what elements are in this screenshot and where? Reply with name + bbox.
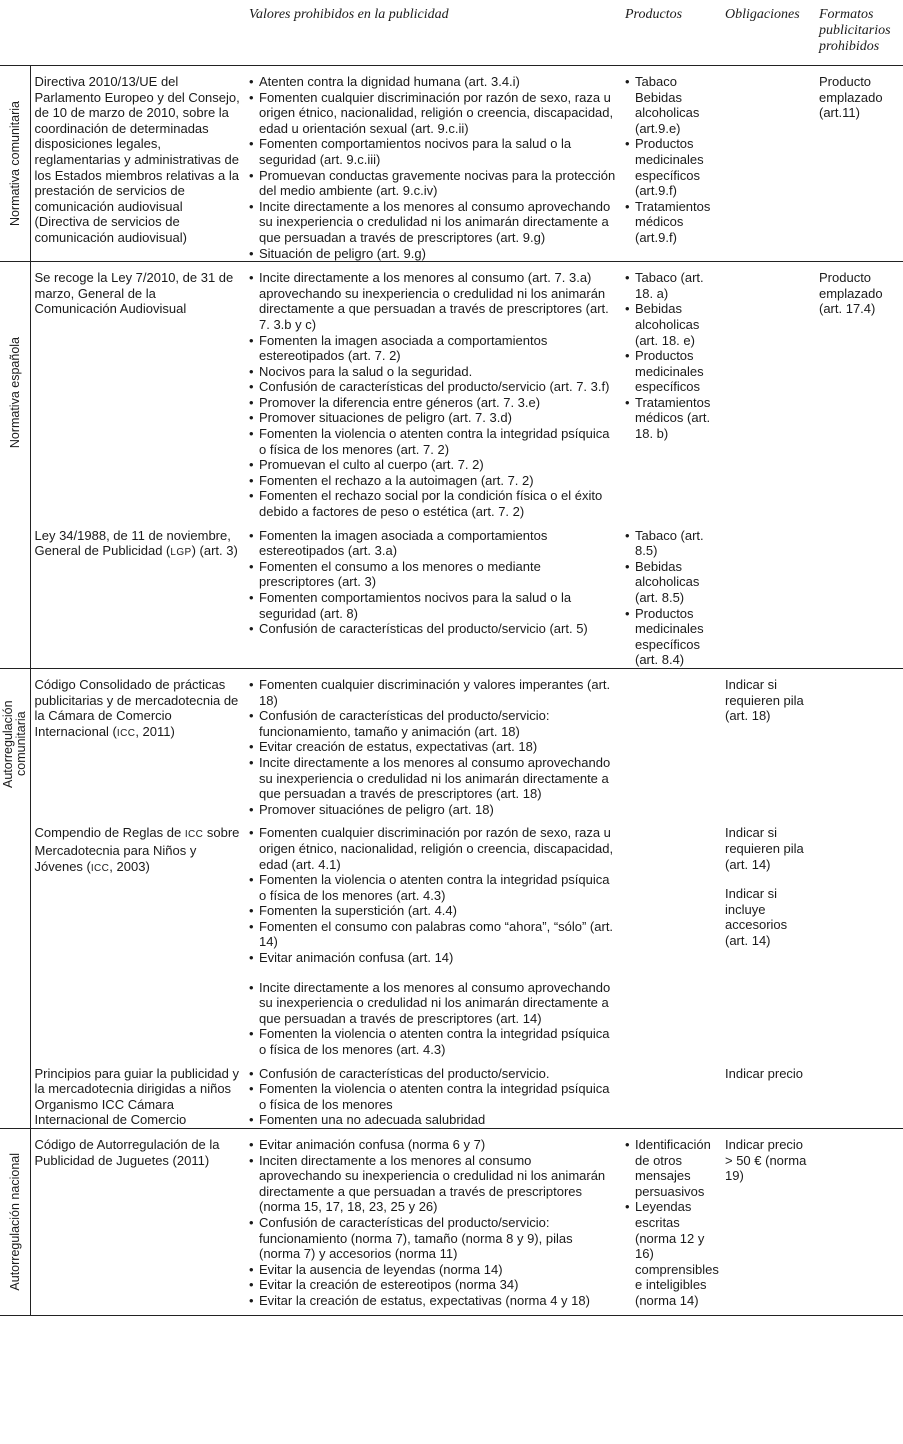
list-item: • Evitar la creación de estatus, expectativas (norma 4 y 18) bbox=[249, 1293, 617, 1309]
formats-cell bbox=[815, 817, 903, 1057]
products-cell bbox=[621, 520, 721, 669]
list-item: • Incite directamente a los menores al consumo aprovechando su inexperiencia o credulidad ni los animarán directamente a que persuadan a través de prescriptores (art. 9.g) bbox=[249, 199, 617, 246]
table-row bbox=[0, 262, 903, 520]
list-item: • Evitar animación confusa (art. 14) bbox=[249, 950, 617, 966]
list-item: • Leyendas escritas (norma 12 y 16) comprensibles e inteligibles (norma 14) bbox=[625, 1199, 717, 1308]
obligations-cell: Indicar precio > 50 € (norma 19) bbox=[721, 1129, 815, 1316]
list-item: • Evitar animación confusa (norma 6 y 7) bbox=[249, 1137, 617, 1153]
obligations-cell: Indicar precio bbox=[725, 1065, 804, 1081]
list-item: • Confusión de características del producto/servicio: funcionamiento, tamaño y animación (art. 18) bbox=[249, 708, 617, 739]
list-item: • Fomenten la violencia o atenten contra la integridad psíquica o física de los menores (art. 4.3) bbox=[249, 1026, 617, 1057]
products-cell bbox=[621, 1058, 721, 1129]
list-item: • Tratamientos médicos (art. 18. b) bbox=[625, 395, 717, 442]
values-cell bbox=[245, 262, 621, 520]
section-label-espanola: Normativa española bbox=[0, 262, 30, 669]
table-row bbox=[0, 66, 903, 262]
list-item: • Situación de peligro (art. 9.g) bbox=[249, 246, 617, 262]
section-label-autoreg-comunitaria: Autorregulación comunitaria bbox=[0, 668, 30, 1128]
formats-cell: Producto emplazado (art. 17.4) bbox=[815, 262, 903, 520]
section-label-autoreg-nacional: Autorregulación nacional bbox=[0, 1129, 30, 1316]
list-item: • Fomenten comportamientos nocivos para la salud o la seguridad (art. 8) bbox=[249, 590, 617, 621]
list-item: • Confusión de características del producto/servicio: funcionamiento (norma 7), tamaño (norma 8 y 9), pilas (norma 7) y accesorios (norma 11) bbox=[249, 1215, 617, 1262]
products-cell bbox=[621, 668, 721, 817]
formats-cell: Producto emplazado (art.11) bbox=[815, 66, 903, 262]
list-item: • Incite directamente a los menores al consumo (art. 7. 3.a) aprovechando su inexperiencia o credulidad ni los animarán directamente a que persuadan a través de prescriptores (art. 7. 3.b y c) bbox=[249, 270, 617, 332]
list-item: • Fomenten la imagen asociada a comportamientos estereotipados (art. 7. 2) bbox=[249, 333, 617, 364]
formats-cell bbox=[815, 1129, 903, 1316]
list-item: • Confusión de características del producto/servicio. bbox=[249, 1066, 617, 1082]
list-item: • Promover situaciónes de peligro (art. 18) bbox=[249, 802, 617, 818]
obligations-cell bbox=[721, 66, 815, 262]
list-item: • Fomenten una no adecuada salubridad bbox=[249, 1112, 617, 1128]
obligations-cell bbox=[721, 262, 815, 520]
list-item: • Fomenten el consumo a los menores o mediante prescriptores (art. 3) bbox=[249, 559, 617, 590]
list-item: • Tabaco (art. 18. a) bbox=[625, 270, 717, 301]
formats-cell bbox=[815, 668, 903, 817]
list-item: • Fomenten cualquier discriminación y valores imperantes (art. 18) bbox=[249, 677, 617, 708]
list-item: • Evitar la ausencia de leyendas (norma 14) bbox=[249, 1262, 617, 1278]
list-item: • Nocivos para la salud o la seguridad. bbox=[249, 364, 617, 380]
list-item: • Fomenten el rechazo a la autoimagen (art. 7. 2) bbox=[249, 473, 617, 489]
values-cell bbox=[245, 520, 621, 669]
norm-cell: Código de Autorregulación de la Publicidad de Juguetes (2011) bbox=[30, 1129, 245, 1316]
list-item: • Productos medicinales específicos (art. 8.4) bbox=[625, 606, 717, 668]
list-item: • Evitar la creación de estereotipos (norma 34) bbox=[249, 1277, 617, 1293]
list-item: • Confusión de características del producto/servicio (art. 5) bbox=[249, 621, 617, 637]
list-item: • Fomenten la imagen asociada a comportamientos estereotipados (art. 3.a) bbox=[249, 528, 617, 559]
header-formats: Formatos publicitarios prohibidos bbox=[815, 0, 903, 66]
header-row bbox=[0, 0, 903, 66]
table-row bbox=[0, 817, 903, 1057]
list-item: • Tabaco Bebidas alcoholicas (art.9.e) bbox=[625, 74, 717, 136]
list-item: • Incite directamente a los menores al consumo aprovechando su inexperiencia o credulidad ni los animarán directamente a que persuadan a través de prescriptores (art. 18) bbox=[249, 755, 617, 802]
header-obligations: Obligaciones bbox=[721, 0, 815, 66]
list-item: • Productos medicinales específicos (art.9.f) bbox=[625, 136, 717, 198]
list-item: • Incite directamente a los menores al consumo aprovechando su inexperiencia o credulidad ni los animarán directamente a que persuadan a través de prescriptores (art. 14) bbox=[249, 980, 617, 1027]
table-row bbox=[0, 668, 903, 817]
norm-cell: Compendio de Reglas de ICC sobre Mercadotecnia para Niños y Jóvenes (ICC, 2003) bbox=[34, 825, 240, 874]
list-item: • Promover situaciones de peligro (art. 7. 3.d) bbox=[249, 410, 617, 426]
formats-cell bbox=[815, 520, 903, 669]
list-item: • Identificación de otros mensajes persuasivos bbox=[625, 1137, 717, 1199]
list-item: • Tratamientos médicos (art.9.f) bbox=[625, 199, 717, 246]
section-label-comunitaria: Normativa comunitaria bbox=[0, 66, 30, 262]
list-item: • Bebidas alcoholicas (art. 18. e) bbox=[625, 301, 717, 348]
list-item: • Promuevan conductas gravemente nocivas para la protección del medio ambiente (art. 9.c.iv) bbox=[249, 168, 617, 199]
values-cell bbox=[245, 668, 621, 817]
list-item: • Fomenten cualquier discriminación por razón de sexo, raza u origen étnico, nacionalidad, religión o creencia, discapacidad, edad (art. 4.1) bbox=[249, 825, 617, 872]
values-cell bbox=[245, 1129, 621, 1316]
header-section bbox=[0, 0, 30, 66]
values-cell bbox=[245, 1058, 621, 1129]
list-item: • Fomenten comportamientos nocivos para la salud o la seguridad (art. 9.c.iii) bbox=[249, 136, 617, 167]
list-item: • Fomenten la superstición (art. 4.4) bbox=[249, 903, 617, 919]
norm-cell: Código Consolidado de prácticas publicitarias y de mercadotecnia de la Cámara de Comercio Internacional (ICC, 2011) bbox=[30, 668, 245, 817]
list-item: • Bebidas alcoholicas (art. 8.5) bbox=[625, 559, 717, 606]
list-item: • Inciten directamente a los menores al consumo aprovechando su inexperiencia o credulidad ni los animarán directamente a que persuadan a través de prescriptores (norma 15, 17, 18, 23, 25 y 26) bbox=[249, 1153, 617, 1215]
obligations-cell: Indicar si requieren pila (art. 18) bbox=[721, 668, 815, 817]
list-item: • Fomenten el rechazo social por la condición física o el éxito debido a factores de peso o estética (art. 7. 2) bbox=[249, 488, 617, 519]
list-item: • Evitar creación de estatus, expectativas (art. 18) bbox=[249, 739, 617, 755]
values-cell bbox=[245, 817, 621, 1057]
products-cell bbox=[621, 817, 721, 1057]
header-norm bbox=[30, 0, 245, 66]
products-cell bbox=[621, 262, 721, 520]
table-row bbox=[0, 1058, 903, 1129]
norm-cell: Principios para guiar la publicidad y la mercadotecnia dirigidas a niños Organismo ICC Cámara Internacional de Comercio bbox=[34, 1065, 240, 1128]
products-cell bbox=[621, 66, 721, 262]
list-item: • Atenten contra la dignidad humana (art. 3.4.i) bbox=[249, 74, 617, 90]
formats-cell bbox=[815, 1058, 903, 1129]
obligations-cell: Indicar si requieren pila (art. 14) Indicar si incluye accesorios (art. 14) bbox=[725, 825, 804, 948]
products-cell bbox=[621, 1129, 721, 1316]
norm-cell: Se recoge la Ley 7/2010, de 31 de marzo, General de la Comunicación Audiovisual bbox=[30, 262, 245, 520]
norm-cell: Ley 34/1988, de 11 de noviembre, General de Publicidad (LGP) (art. 3) bbox=[34, 527, 238, 559]
list-item: • Confusión de características del producto/servicio (art. 7. 3.f) bbox=[249, 379, 617, 395]
table-row bbox=[0, 1129, 903, 1316]
list-item: • Fomenten la violencia o atenten contra la integridad psíquica o física de los menores (art. 4.3) bbox=[249, 872, 617, 903]
list-item: • Fomenten el consumo con palabras como “ahora”, “sólo” (art. 14) bbox=[249, 919, 617, 950]
list-item: • Fomenten la violencia o atenten contra la integridad psíquica o física de los menores (art. 7. 2) bbox=[249, 426, 617, 457]
obligations-cell bbox=[721, 520, 815, 669]
table-row bbox=[0, 520, 903, 669]
header-values: Valores prohibidos en la publicidad bbox=[245, 0, 621, 66]
list-item: • Fomenten la violencia o atenten contra la integridad psíquica o física de los menores bbox=[249, 1081, 617, 1112]
list-item: • Tabaco (art. 8.5) bbox=[625, 528, 717, 559]
list-item: • Fomenten cualquier discriminación por razón de sexo, raza u origen étnico, nacionalidad, religión o creencia, discapacidad, edad u orientación sexual (art. 9.c.ii) bbox=[249, 90, 617, 137]
header-products: Productos bbox=[621, 0, 721, 66]
norm-cell: Directiva 2010/13/UE del Parlamento Europeo y del Consejo, de 10 de marzo de 2010, sobre la coordinación de determinadas disposiciones legales, reglamentarias y administrativas de los Estados miembros relativas a la prestación de servicios de comunicación audiovisual (Directiva de servicios de comunicación audiovisual) bbox=[30, 66, 245, 262]
list-item: • Productos medicinales específicos bbox=[625, 348, 717, 395]
list-item: • Promover la diferencia entre géneros (art. 7. 3.e) bbox=[249, 395, 617, 411]
list-item: • Promuevan el culto al cuerpo (art. 7. 2) bbox=[249, 457, 617, 473]
values-cell bbox=[245, 66, 621, 262]
